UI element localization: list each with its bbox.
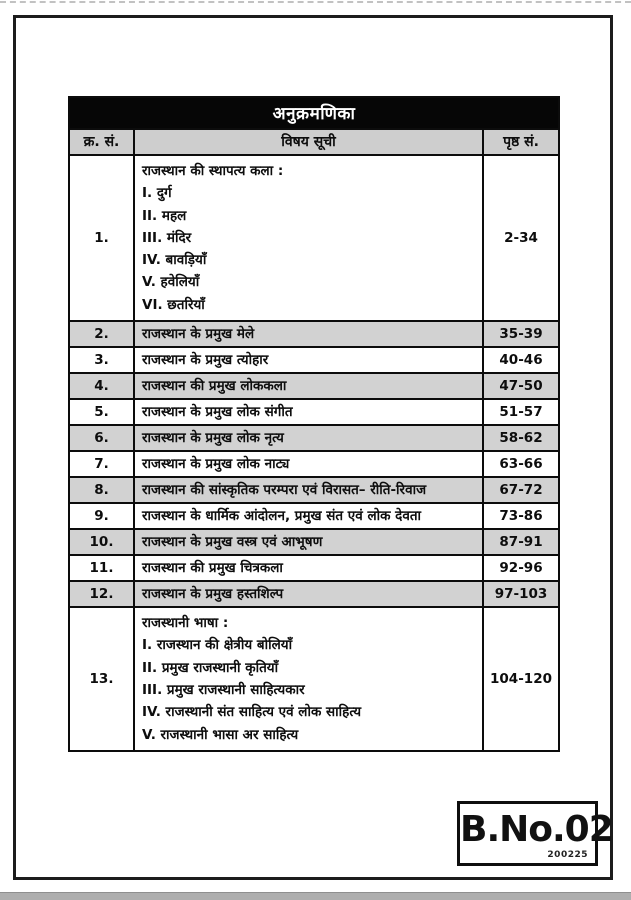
serial-cell: 4. bbox=[69, 373, 134, 399]
table-row bbox=[69, 399, 559, 425]
column-header-page: पृष्ठ सं. bbox=[483, 129, 559, 155]
serial-cell: 6. bbox=[69, 425, 134, 451]
pages-cell: 87-91 bbox=[483, 529, 559, 555]
table-row bbox=[69, 477, 559, 503]
scan-edge-top bbox=[0, 1, 631, 3]
pages-cell: 51-57 bbox=[483, 399, 559, 425]
table-row bbox=[69, 503, 559, 529]
pages-cell: 2-34 bbox=[483, 155, 559, 321]
subject-cell: राजस्थान के प्रमुख हस्तशिल्प bbox=[134, 581, 483, 607]
serial-cell: 11. bbox=[69, 555, 134, 581]
stamp-serial-number: 200225 bbox=[547, 850, 588, 860]
subject-cell bbox=[134, 607, 483, 751]
scan-edge-bottom bbox=[0, 892, 631, 900]
column-header-subject: विषय सूची bbox=[134, 129, 483, 155]
table-row bbox=[69, 529, 559, 555]
subject-line: VI. छतरियाँ bbox=[142, 296, 205, 313]
subject-line: II. महल bbox=[142, 207, 187, 224]
serial-cell: 1. bbox=[69, 155, 134, 321]
serial-cell: 12. bbox=[69, 581, 134, 607]
toc-header-row bbox=[69, 129, 559, 155]
table-row bbox=[69, 373, 559, 399]
pages-cell: 63-66 bbox=[483, 451, 559, 477]
table-row bbox=[69, 155, 559, 321]
subject-cell: राजस्थान के प्रमुख त्योहार bbox=[134, 347, 483, 373]
subject-cell: राजस्थान के प्रमुख वस्त्र एवं आभूषण bbox=[134, 529, 483, 555]
subject-line: राजस्थान की स्थापत्य कला : bbox=[142, 163, 284, 179]
subject-cell: राजस्थान की सांस्कृतिक परम्परा एवं विरासत– रीति-रिवाज bbox=[134, 477, 483, 503]
pages-cell: 58-62 bbox=[483, 425, 559, 451]
toc-title-row bbox=[69, 97, 559, 129]
table-row bbox=[69, 347, 559, 373]
book-number-text: B.No.02 bbox=[460, 809, 613, 850]
pages-cell: 35-39 bbox=[483, 321, 559, 347]
subject-cell: राजस्थान के प्रमुख मेले bbox=[134, 321, 483, 347]
toc-body bbox=[69, 155, 559, 751]
table-row bbox=[69, 607, 559, 751]
table-row bbox=[69, 425, 559, 451]
serial-cell: 13. bbox=[69, 607, 134, 751]
serial-cell: 9. bbox=[69, 503, 134, 529]
pages-cell: 73-86 bbox=[483, 503, 559, 529]
subject-cell: राजस्थान के प्रमुख लोक नाट्य bbox=[134, 451, 483, 477]
subject-line: राजस्थानी भाषा : bbox=[142, 615, 229, 632]
subject-cell bbox=[134, 155, 483, 321]
table-row bbox=[69, 555, 559, 581]
subject-line: V. हवेलियाँ bbox=[142, 274, 200, 291]
subject-line: II. प्रमुख राजस्थानी कृतियाँ bbox=[142, 659, 279, 676]
table-row bbox=[69, 451, 559, 477]
pages-cell: 92-96 bbox=[483, 555, 559, 581]
table-row bbox=[69, 321, 559, 347]
subject-cell: राजस्थान के प्रमुख लोक नृत्य bbox=[134, 425, 483, 451]
serial-cell: 2. bbox=[69, 321, 134, 347]
subject-cell: राजस्थान की प्रमुख लोककला bbox=[134, 373, 483, 399]
subject-line: III. मंदिर bbox=[142, 229, 192, 246]
book-number-stamp bbox=[457, 801, 613, 866]
subject-line: III. प्रमुख राजस्थानी साहित्यकार bbox=[142, 681, 305, 698]
subject-cell: राजस्थान के धार्मिक आंदोलन, प्रमुख संत एवं लोक देवता bbox=[134, 503, 483, 529]
subject-line: I. दुर्ग bbox=[142, 185, 172, 202]
column-header-serial: क्र. सं. bbox=[69, 129, 134, 155]
pages-cell: 47-50 bbox=[483, 373, 559, 399]
subject-cell: राजस्थान के प्रमुख लोक संगीत bbox=[134, 399, 483, 425]
serial-cell: 5. bbox=[69, 399, 134, 425]
pages-cell: 67-72 bbox=[483, 477, 559, 503]
subject-line: V. राजस्थानी भासा अर साहित्य bbox=[142, 726, 299, 743]
subject-line: IV. बावड़ियाँ bbox=[142, 252, 207, 269]
serial-cell: 7. bbox=[69, 451, 134, 477]
toc-table bbox=[68, 96, 560, 752]
pages-cell: 97-103 bbox=[483, 581, 559, 607]
subject-line: I. राजस्थान की क्षेत्रीय बोलियाँ bbox=[142, 637, 293, 654]
pages-cell: 40-46 bbox=[483, 347, 559, 373]
subject-line: IV. राजस्थानी संत साहित्य एवं लोक साहित्य bbox=[142, 704, 362, 721]
serial-cell: 3. bbox=[69, 347, 134, 373]
pages-cell: 104-120 bbox=[483, 607, 559, 751]
serial-cell: 10. bbox=[69, 529, 134, 555]
table-row bbox=[69, 581, 559, 607]
subject-cell: राजस्थान की प्रमुख चित्रकला bbox=[134, 555, 483, 581]
serial-cell: 8. bbox=[69, 477, 134, 503]
page-title: अनुक्रमणिका bbox=[69, 97, 559, 129]
